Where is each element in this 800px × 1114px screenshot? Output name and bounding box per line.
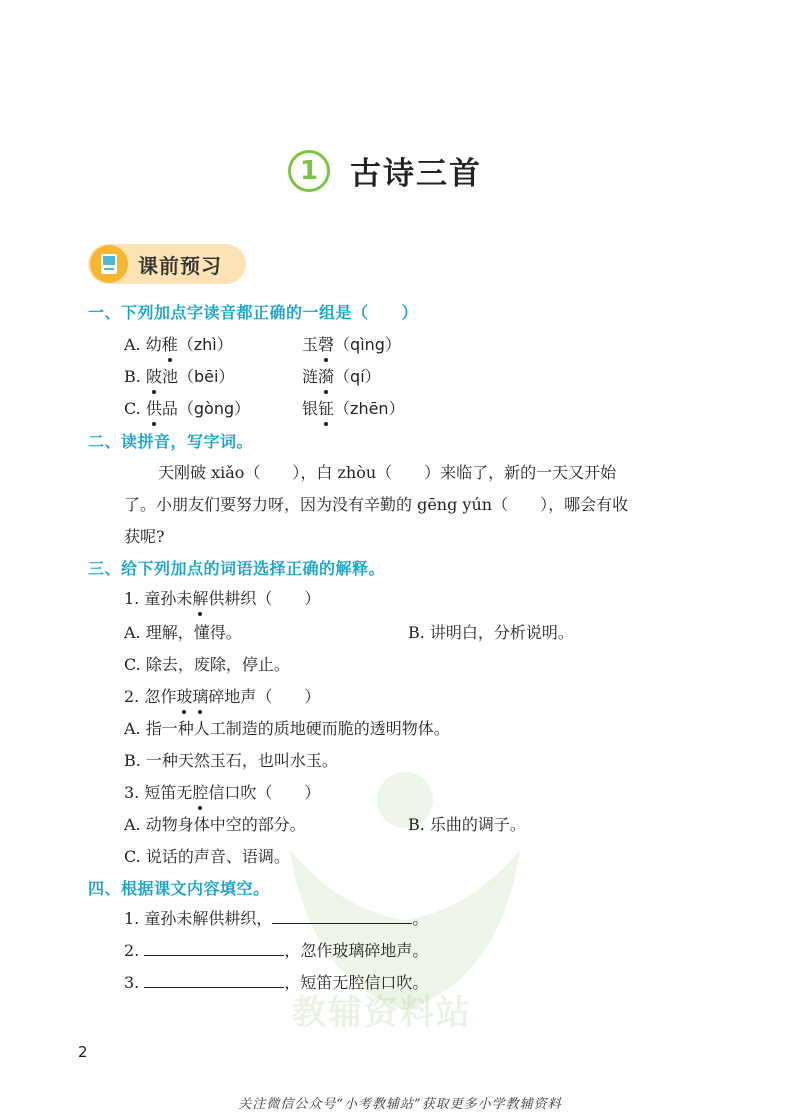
preview-badge-label: 课前预习 bbox=[138, 253, 222, 278]
q1-option-c-left: C. 供品（gòng） bbox=[124, 396, 250, 419]
q1-heading: 一、下列加点字读音都正确的一组是（ ） bbox=[88, 303, 419, 322]
q2-line-2: 了。小朋友们要努力呀，因为没有辛勤的 gēng yún（ ），哪会有收 bbox=[124, 495, 629, 514]
q3-item-3-a: A. 动物身体中空的部分。 bbox=[124, 815, 306, 834]
q3-item-1-c: C. 除去，废除，停止。 bbox=[124, 655, 290, 674]
q2-line-3: 获呢? bbox=[124, 527, 165, 546]
book-icon bbox=[90, 245, 128, 283]
q4-line-2-suffix: ，忽作玻璃碎地声。 bbox=[284, 941, 429, 960]
q3-item-2-b: B. 一种天然玉石，也叫水玉。 bbox=[124, 751, 338, 770]
q4-line-3 bbox=[124, 970, 428, 993]
q3-item-3-b: B. 乐曲的调子。 bbox=[408, 815, 526, 834]
q4-line-3-suffix: ，短笛无腔信口吹。 bbox=[284, 973, 429, 992]
q3-heading: 三、给下列加点的词语选择正确的解释。 bbox=[88, 559, 386, 578]
page-title: 古诗三首 bbox=[350, 156, 482, 192]
q4-line-2-prefix: 2. bbox=[124, 941, 140, 960]
q1-option-c-right: 银钲（zhēn） bbox=[302, 396, 405, 419]
q4-line-1-suffix: 。 bbox=[412, 909, 429, 928]
page-number: 2 bbox=[78, 1043, 88, 1061]
q1-option-a-left: A. 幼稚（zhì） bbox=[124, 332, 233, 355]
q3-item-3-stem: 3. 短笛无腔信口吹（ ） bbox=[124, 780, 320, 803]
lesson-number: 1 bbox=[288, 150, 330, 192]
q3-item-3-c: C. 说话的声音、语调。 bbox=[124, 847, 290, 866]
q3-item-1-a: A. 理解，懂得。 bbox=[124, 623, 242, 642]
q4-line-1 bbox=[124, 906, 428, 929]
q3-item-1-stem: 1. 童孙未解供耕织（ ） bbox=[124, 586, 320, 609]
q3-item-1-b: B. 讲明白，分析说明。 bbox=[408, 623, 574, 642]
q1-option-b-left: B. 陂池（bēi） bbox=[124, 364, 234, 387]
watermark-text: 教辅资料站 bbox=[292, 993, 472, 1033]
q1-option-b-right: 涟漪（qí） bbox=[302, 364, 381, 387]
q2-heading: 二、读拼音，写字词。 bbox=[88, 432, 254, 451]
q4-line-2 bbox=[124, 938, 428, 961]
q4-heading: 四、根据课文内容填空。 bbox=[88, 879, 270, 898]
q3-item-2-stem: 2. 忽作玻璃碎地声（ ） bbox=[124, 684, 320, 707]
q4-line-1-prefix: 1. 童孙未解供耕织， bbox=[124, 909, 273, 928]
q4-line-3-prefix: 3. bbox=[124, 973, 140, 992]
q1-option-a-right: 玉磬（qìng） bbox=[302, 332, 401, 355]
q3-item-2-a: A. 指一种人工制造的质地硬而脆的透明物体。 bbox=[124, 719, 450, 738]
q4-blank-2[interactable] bbox=[144, 941, 284, 956]
q4-blank-1[interactable] bbox=[272, 909, 412, 924]
lesson-title bbox=[288, 148, 482, 193]
footer-note: 关注微信公众号“小考教辅站”获取更多小学教辅资料 bbox=[238, 1097, 562, 1112]
q2-line-1: 天刚破 xiǎo（ ），白 zhòu（ ）来临了，新的一天又开始 bbox=[158, 463, 617, 482]
preview-badge bbox=[88, 244, 246, 284]
q4-blank-3[interactable] bbox=[144, 973, 284, 988]
